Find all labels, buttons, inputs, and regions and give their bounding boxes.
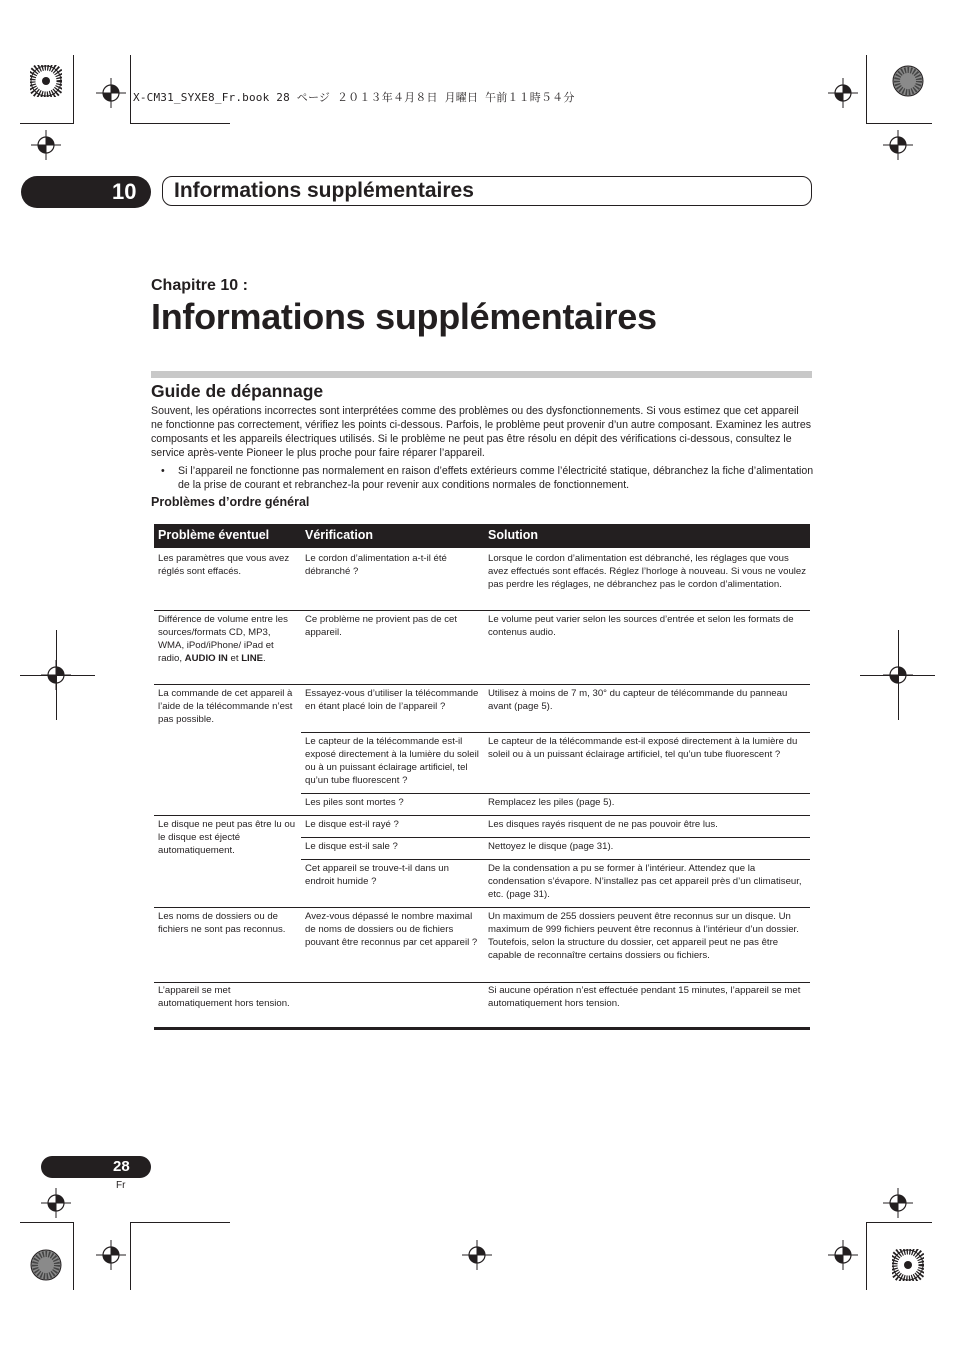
table-cell-check: Le disque est-il sale ? [305, 841, 398, 852]
row-divider [154, 610, 810, 611]
row-divider [154, 684, 810, 685]
print-book-line: X-CM31_SYXE8_Fr.book 28 ページ ２０１３年４月８日 月曜日 午前１１時５４分 [133, 91, 575, 104]
table-cell-solution: Lorsque le cordon d’alimentation est débranché, les réglages que vous avez effectués sont effacés. Réglez l’horloge à nouveau. Si vous ne voulez pas perdre les réglages, ne débranchez pas le cordon d’alimentation. [488, 553, 807, 590]
registration-mark-icon [462, 1240, 492, 1270]
subsection-title: Problèmes d’ordre général [151, 495, 310, 509]
column-header-solution: Solution [488, 528, 538, 542]
table-cell-solution: Le volume peut varier selon les sources d’entrée et selon les formats de contenus audio. [488, 614, 794, 638]
row-divider [301, 793, 810, 794]
table-cell-problem: L’appareil se met automatiquement hors tension. [158, 985, 290, 1009]
row-divider [154, 982, 810, 983]
problem-text: . [263, 653, 266, 664]
registration-mark-icon [883, 130, 913, 160]
bullet-mark: • [161, 465, 165, 477]
table-cell-solution: Le capteur de la télécommande est-il exposé directement à la lumière du soleil ou à un puissant éclairage artificiel, tel qu’un tube fluorescent ? [488, 736, 798, 760]
table-cell-check: Le cordon d’alimentation a-t-il été débranché ? [305, 553, 447, 577]
table-cell-solution: Utilisez à moins de 7 m, 30° du capteur de télécommande du panneau avant (page 5). [488, 688, 788, 712]
row-divider [154, 907, 810, 908]
page-number: 28 [113, 1158, 130, 1175]
row-divider [301, 859, 810, 860]
page-number-tab [41, 1156, 151, 1178]
running-header-title: Informations supplémentaires [174, 179, 474, 202]
print-rosette-icon [892, 1249, 924, 1281]
table-cell-solution: Un maximum de 255 dossiers peuvent être reconnus sur un disque. Un maximum de 999 fichiers peuvent être reconnus à l’intérieur d’un dossier. Toutefois, selon la structure du dossier, cet appareil peut ne pas être capable de reconnaître certains dossiers ou fichiers. [488, 911, 799, 961]
problem-text: et [227, 653, 242, 664]
audio-in-label: AUDIO IN [184, 653, 228, 664]
row-divider [301, 837, 810, 838]
table-cell-check: Le capteur de la télécommande est-il exposé directement à la lumière du soleil ou à un puissant éclairage artificiel, tel qu’un tube fluorescent ? [305, 736, 479, 786]
table-cell-check: Cet appareil se trouve-t-il dans un endroit humide ? [305, 863, 449, 887]
row-divider [154, 815, 810, 816]
registration-mark-icon [828, 1240, 858, 1270]
table-cell-solution: Les disques rayés risquent de ne pas pouvoir être lus. [488, 819, 718, 830]
table-cell-check: Essayez-vous d’utiliser la télécommande en étant placé loin de l’appareil ? [305, 688, 479, 712]
registration-mark-icon [31, 130, 61, 160]
page-language: Fr [116, 1180, 126, 1191]
table-cell-check: Avez-vous dépassé le nombre maximal de noms de dossiers ou de fichiers pouvant être reconnus par cet appareil ? [305, 911, 478, 948]
problem-text: Différence de volume entre les sources/formats CD, MP3, WMA, iPod/iPhone/ iPad et radio, [158, 614, 288, 664]
registration-mark-icon [41, 1188, 71, 1218]
section-divider [151, 371, 812, 378]
chapter-number: 10 [112, 179, 137, 204]
table-cell-check: Les piles sont mortes ? [305, 797, 404, 808]
table-cell-problem: Les noms de dossiers ou de fichiers ne sont pas reconnus. [158, 911, 286, 935]
column-header-check: Vérification [305, 528, 374, 542]
registration-mark-icon [883, 1188, 913, 1218]
bullet-text: Si l’appareil ne fonctionne pas normalement en raison d’effets extérieurs comme l’électricité statique, débranchez la fiche d’alimentation de la prise de courant et rebranchez-la pour revenir aux conditions normales de fonctionnement. [178, 465, 814, 491]
table-cell-problem [158, 613, 298, 665]
line-label: LINE [241, 653, 264, 664]
table-cell-solution: Si aucune opération n’est effectuée pendant 15 minutes, l’appareil se met automatiquement hors tension. [488, 985, 801, 1009]
table-cell-solution: Nettoyez le disque (page 31). [488, 841, 614, 852]
column-header-problem: Problème éventuel [158, 528, 270, 542]
table-cell-solution: De la condensation a pu se former à l’intérieur. Attendez que la condensation s’évapore. N’installez pas cet appareil près d’un climatiseur, etc. (page 31). [488, 863, 802, 900]
page-title: Informations supplémentaires [151, 296, 657, 337]
print-rosette-icon [30, 1249, 62, 1281]
registration-mark-icon [96, 1240, 126, 1270]
table-cell-problem: La commande de cet appareil à l’aide de la télécommande n’est pas possible. [158, 688, 293, 725]
row-divider [301, 732, 810, 733]
table-cell-problem: Les paramètres que vous avez réglés sont effacés. [158, 553, 290, 577]
print-rosette-icon [30, 65, 62, 97]
table-cell-problem: Le disque ne peut pas être lu ou le disque est éjecté automatiquement. [158, 819, 296, 856]
registration-mark-icon [828, 78, 858, 108]
print-rosette-icon [892, 65, 924, 97]
table-cell-check: Ce problème ne provient pas de cet appareil. [305, 614, 457, 638]
section-title: Guide de dépannage [151, 381, 324, 401]
chapter-label: Chapitre 10 : [151, 277, 248, 294]
table-bottom-rule [154, 1027, 810, 1030]
table-cell-solution: Remplacez les piles (page 5). [488, 797, 615, 808]
registration-mark-icon [96, 78, 126, 108]
table-cell-check: Le disque est-il rayé ? [305, 819, 399, 830]
intro-paragraph: Souvent, les opérations incorrectes sont interprétées comme des problèmes ou des dysfonctionnements. Si vous estimez que cet appareil ne fonctionne pas correctement, vérifiez les points ci-dessous. Parfois, le problème peut provenir d’un autre composant. Examinez les autres composants et les appareils électriques utilisés. Si le problème ne peut pas être résolu en dépit des vérifications ci-dessous, consultez le service après-vente Pioneer le plus proche pour faire réparer l’appareil. [151, 405, 812, 459]
